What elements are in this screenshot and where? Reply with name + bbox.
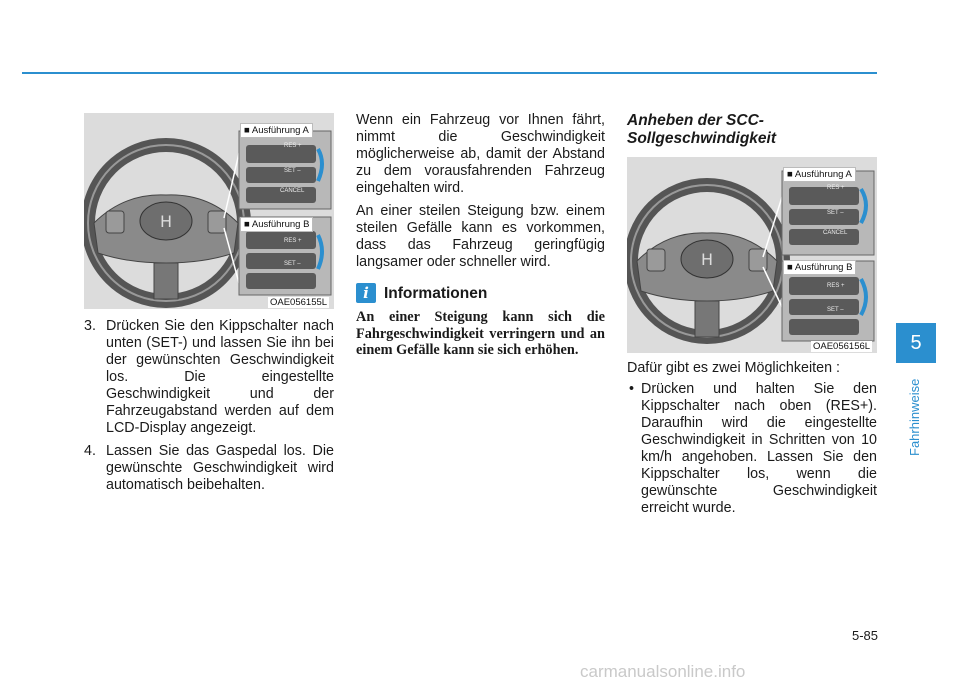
variant-a-tag: ■ Ausführung A	[240, 123, 313, 138]
list-item	[627, 381, 877, 517]
variant-b-tag: ■ Ausführung B	[240, 217, 313, 232]
step-number: 3.	[84, 318, 96, 334]
paragraph-steep-slope: An einer steilen Steigung bzw. einem steilen Gefälle kann es vorkommen, dass das Fahrzeug geringfügig langsamer oder schneller wird.	[356, 203, 605, 270]
step-4	[84, 443, 334, 494]
step-number: 4.	[84, 443, 96, 459]
switch-label-res-b: RES +	[827, 283, 845, 289]
right-column	[627, 360, 877, 517]
watermark: carmanualsonline.info	[580, 662, 746, 681]
svg-text:H: H	[700, 250, 714, 269]
step-text: Lassen Sie das Gaspedal los. Die gewünschte Geschwindigkeit wird automatisch beibehalten.	[106, 443, 334, 493]
bullet-marker: •	[629, 381, 635, 397]
switch-label-set-a: SET –	[827, 210, 844, 216]
switch-label-set-b: SET –	[827, 307, 844, 313]
chapter-tab: 5	[896, 323, 936, 363]
info-icon: i	[356, 283, 376, 303]
figure-code: OAE056156L	[813, 341, 871, 352]
switch-label-res-a: RES +	[827, 185, 845, 191]
section-title: Anheben der SCC-Sollgeschwindigkeit	[627, 112, 776, 147]
figure-code: OAE056155L	[270, 297, 328, 308]
bullet-text: Drücken und halten Sie den Kippschalter nach oben (RES+). Daraufhin wird die eingestellte Geschwindigkeit in Schritten von 10 km/h angehoben. Lassen Sie den Kippschalter los, wenn die gewünschte Geschwindigkeit erreicht wurde.	[641, 381, 877, 516]
variant-a-tag: ■ Ausführung A	[783, 167, 856, 182]
chapter-label	[899, 370, 933, 460]
info-text: An einer Steigung kann sich die Fahrgeschwindigkeit verringern und an einem Gefälle kann sie sich erhöhen.	[356, 309, 605, 358]
header-rule	[22, 72, 877, 74]
switch-label-res-a: RES +	[284, 143, 302, 149]
options-intro: Dafür gibt es zwei Möglichkeiten :	[627, 360, 840, 376]
switch-label-set-a: SET –	[284, 168, 301, 174]
switch-label-set-b: SET –	[284, 261, 301, 267]
middle-column	[356, 112, 605, 359]
svg-text:H: H	[159, 212, 173, 231]
steps-column	[84, 318, 334, 500]
chapter-label-text: Fahrhinweise	[907, 378, 922, 456]
switch-label-cancel-a: CANCEL	[823, 230, 848, 236]
page-number: 5-85	[851, 628, 878, 643]
step-3	[84, 318, 334, 437]
steering-wheel-figure-left	[84, 113, 334, 309]
info-header	[356, 283, 605, 303]
step-text: Drücken Sie den Kippschalter nach unten (SET-) und lassen Sie ihn bei der gewünschten Geschwindigkeit los. Die eingestellte Geschwindigkeit und der Fahrzeugabstand werden auf dem LCD-Display angezeigt.	[106, 318, 334, 436]
variant-b-tag: ■ Ausführung B	[783, 260, 856, 275]
info-title: Informationen	[384, 284, 488, 302]
switch-label-res-b: RES +	[284, 238, 302, 244]
paragraph-following-vehicle: Wenn ein Fahrzeug vor Ihnen fährt, nimmt die Geschwindigkeit möglicherweise ab, damit der Abstand zu dem vorausfahrenden Fahrzeug eingehalten wird.	[356, 112, 605, 196]
steering-wheel-figure-right	[627, 157, 877, 353]
switch-label-cancel-a: CANCEL	[280, 188, 305, 194]
